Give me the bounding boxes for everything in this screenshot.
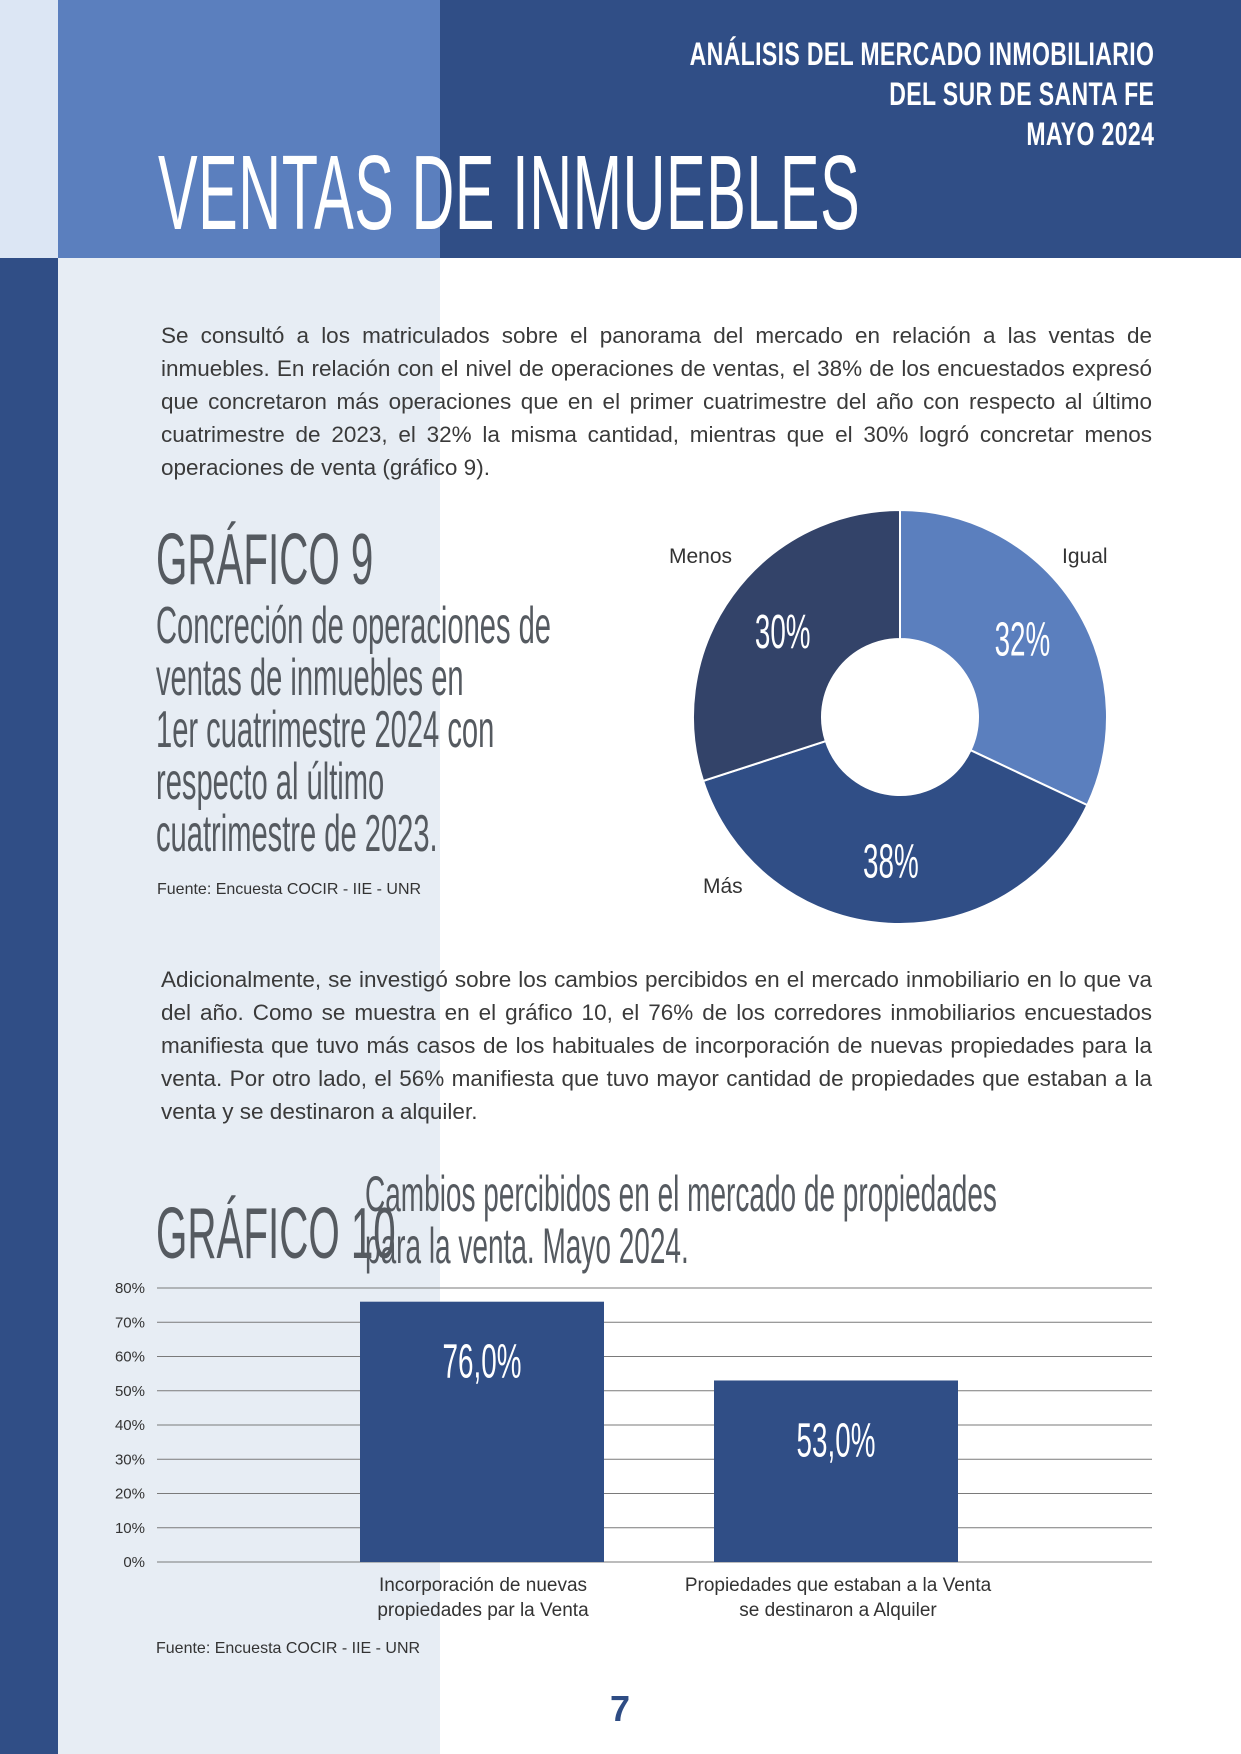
report-heading-line: ANÁLISIS DEL MERCADO INMOBILIARIO (689, 36, 1154, 72)
donut-value-label: 30% (754, 604, 811, 659)
y-tick-label: 0% (123, 1554, 145, 1571)
chart9-title-line: Concreción de operaciones de (156, 597, 552, 655)
chart10-title-line: para la venta. Mayo 2024. (365, 1218, 689, 1274)
body-paragraph: Adicionalmente, se investigó sobre los cambios percibidos en el mercado inmobiliario en lo que va del año. Como se muestra en el gráfico 10, el 76% de los corredores inmobiliarios encuestados manifiesta que tuvo más casos de los habituales de incorporación de nuevas propiedades para la venta. Por otro lado, el 56% manifiesta que tuvo mayor cantidad de propiedades que estaban a la venta y se destinaron a alquiler. (161, 967, 1152, 1124)
chart10-title (365, 1168, 997, 1272)
bar-value-label: 53,0% (796, 1413, 876, 1468)
chart9-title-line: ventas de inmuebles en (156, 649, 464, 707)
page-number: 7 (610, 1688, 631, 1729)
left-accent-strip (0, 0, 58, 1754)
chart10-label: GRÁFICO 10 (156, 1194, 396, 1274)
y-tick-label: 30% (114, 1451, 145, 1469)
page-title: VENTAS DE INMUEBLES (158, 134, 861, 252)
bar-category-label: Propiedades que estaban a la Venta se destinaron a Alquiler (684, 1575, 992, 1621)
chart9-title-line: respecto al último (156, 753, 385, 811)
y-tick-label: 70% (114, 1314, 145, 1332)
donut-chart (680, 497, 1120, 937)
chart10-source: Fuente: Encuesta COCIR - IIE - UNR (156, 1640, 421, 1657)
chart9-title-line: 1er cuatrimestre 2024 con (156, 701, 495, 759)
chart9-title-line: cuatrimestre de 2023. (156, 805, 438, 863)
y-tick-label: 50% (114, 1382, 145, 1400)
chart10-title-line: Cambios percibidos en el mercado de propiedades (365, 1166, 997, 1222)
report-heading-line: MAYO 2024 (1026, 116, 1154, 152)
report-heading-line: DEL SUR DE SANTA FE (889, 76, 1154, 112)
bar-value-label: 76,0% (442, 1334, 522, 1389)
legend-igual: Igual (1062, 545, 1108, 568)
chart9-label: GRÁFICO 9 (156, 520, 374, 600)
y-tick-label: 60% (114, 1348, 145, 1366)
bar (714, 1380, 958, 1562)
chart9-title (156, 597, 552, 863)
donut-value-label: 38% (863, 834, 919, 889)
intro-paragraph: Se consultó a los matriculados sobre el panorama del mercado en relación a las ventas de inmuebles. En relación con el nivel de operaciones de ventas, el 38% de los encuestados expresó que concretaron más operaciones que en el primer cuatrimestre del año con respecto al último cuatrimestre de 2023, el 32% la misma cantidad, mientras que el 30% logró concretar menos operaciones de venta (gráfico 9). (161, 323, 1152, 480)
chart9-source: Fuente: Encuesta COCIR - IIE - UNR (157, 881, 422, 898)
y-tick-label: 80% (114, 1280, 145, 1297)
y-tick-label: 10% (114, 1519, 145, 1537)
legend-menos: Menos (669, 545, 733, 568)
donut-value-label: 32% (994, 612, 1051, 667)
y-tick-label: 40% (114, 1417, 145, 1434)
left-top-block (0, 0, 58, 258)
legend-mas: Más (703, 875, 743, 898)
y-tick-label: 20% (114, 1485, 145, 1503)
bar-category-label: Incorporación de nuevas propiedades par la Venta (377, 1575, 589, 1621)
